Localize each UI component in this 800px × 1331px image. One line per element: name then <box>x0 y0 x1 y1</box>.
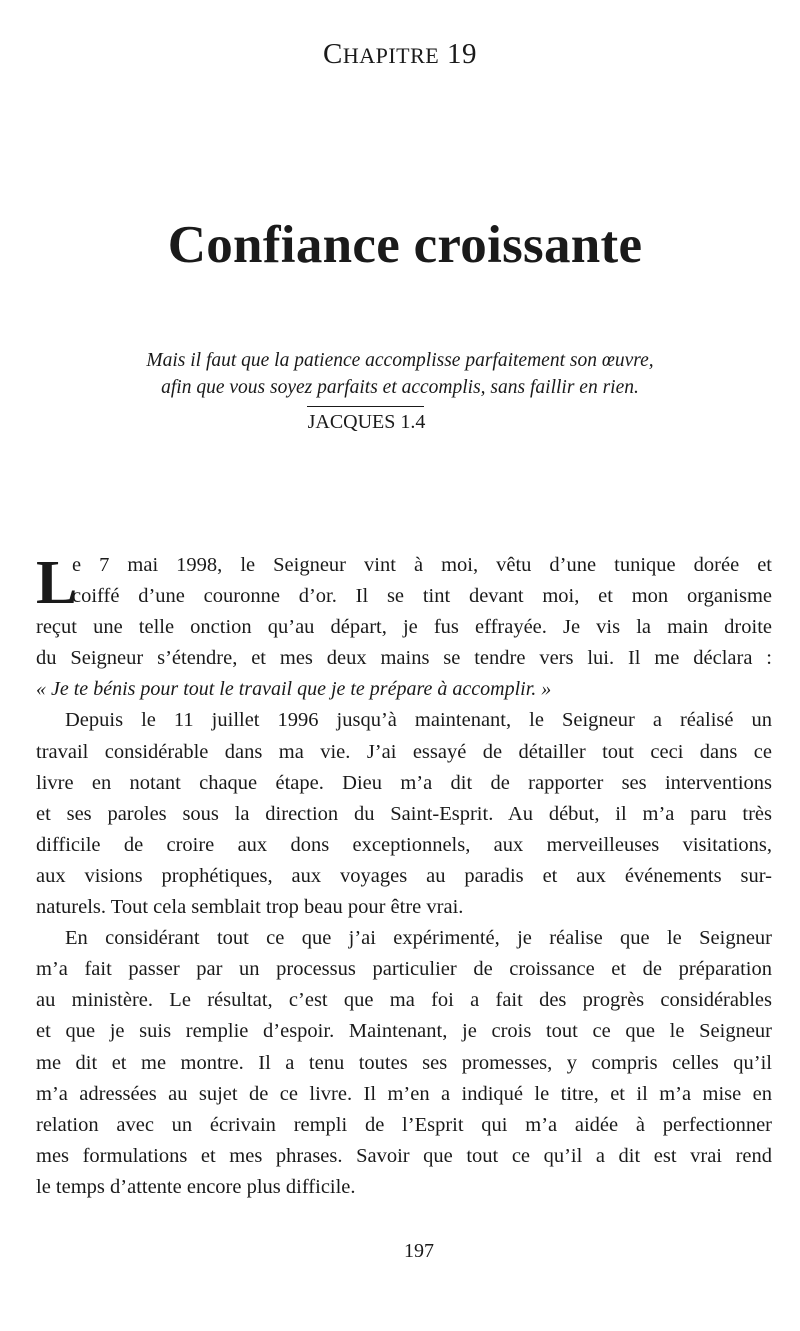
text-line: et ses paroles sous la direction du Saint-Esprit. Au début, il m’a paru très <box>36 802 772 825</box>
text-line: naturels. Tout cela semblait trop beau pour être vrai. <box>36 896 464 919</box>
epigraph-divider <box>307 406 424 407</box>
text-line: relation avec un écrivain rempli de l’Esprit qui m’a aidée à perfectionner <box>36 1113 772 1136</box>
chapter-label-initial: C <box>323 38 343 70</box>
chapter-label-word: HAPITRE <box>342 43 440 68</box>
text-line: mes formulations et mes phrases. Savoir que tout ce qu’il a dit est vrai rend <box>36 1144 772 1167</box>
page-number: 197 <box>404 1240 434 1262</box>
text-line: m’a fait passer par un processus particulier de croissance et de préparation <box>36 958 772 981</box>
paragraph-2 <box>36 705 772 923</box>
text-line: aux visions prophétiques, aux voyages au paradis et aux événements sur- <box>36 864 772 887</box>
text-line: me dit et me montre. Il a tenu toutes ses promesses, y compris celles qu’il <box>36 1051 772 1074</box>
epigraph-reference: JACQUES 1.4 <box>307 411 426 433</box>
paragraph-1 <box>36 550 772 705</box>
text-line: coiffé d’une couronne d’or. Il se tint devant moi, et mon organisme <box>72 585 772 608</box>
drop-cap: L <box>36 549 78 617</box>
text-line: difficile de croire aux dons exceptionnels, aux merveilleuses visitations, <box>36 833 772 856</box>
text-line: m’a adressées au sujet de ce livre. Il m’en a indiqué le titre, et il m’a mise en <box>36 1082 772 1105</box>
quote-line: « Je te bénis pour tout le travail que je te prépare à accomplir. » <box>36 678 552 701</box>
text-line: le temps d’attente encore plus difficile. <box>36 1175 356 1198</box>
text-line: du Seigneur s’étendre, et mes deux mains se tendre vers lui. Il me déclara : <box>36 647 772 670</box>
text-line: Depuis le 11 juillet 1996 jusqu’à maintenant, le Seigneur a réalisé un <box>65 709 772 732</box>
text-line: En considérant tout ce que j’ai expérimenté, je réalise que le Seigneur <box>65 927 772 950</box>
epigraph <box>0 347 800 401</box>
chapter-number: 19 <box>446 38 477 70</box>
paragraph-3 <box>36 923 772 1203</box>
text-line: e 7 mai 1998, le Seigneur vint à moi, vêtu d’une tunique dorée et <box>72 554 772 576</box>
text-line: livre en notant chaque étape. Dieu m’a dit de rapporter ses interventions <box>36 771 772 794</box>
chapter-title: Confiance croissante <box>167 216 643 274</box>
text-line: reçut une telle onction qu’au départ, je fus effrayée. Je vis la main droite <box>36 616 772 639</box>
chapter-label <box>0 38 800 71</box>
text-line: travail considérable dans ma vie. J’ai essayé de détailler tout ceci dans ce <box>36 740 772 763</box>
epigraph-line: Mais il faut que la patience accomplisse parfaitement son œuvre, <box>146 350 654 371</box>
text-line: au ministère. Le résultat, c’est que ma foi a fait des progrès considérables <box>36 989 772 1012</box>
text-line: et que je suis remplie d’espoir. Maintenant, je crois tout ce que le Seigneur <box>36 1020 772 1043</box>
epigraph-line: afin que vous soyez parfaits et accomplis, sans faillir en rien. <box>161 377 639 398</box>
body-text <box>36 550 772 1203</box>
